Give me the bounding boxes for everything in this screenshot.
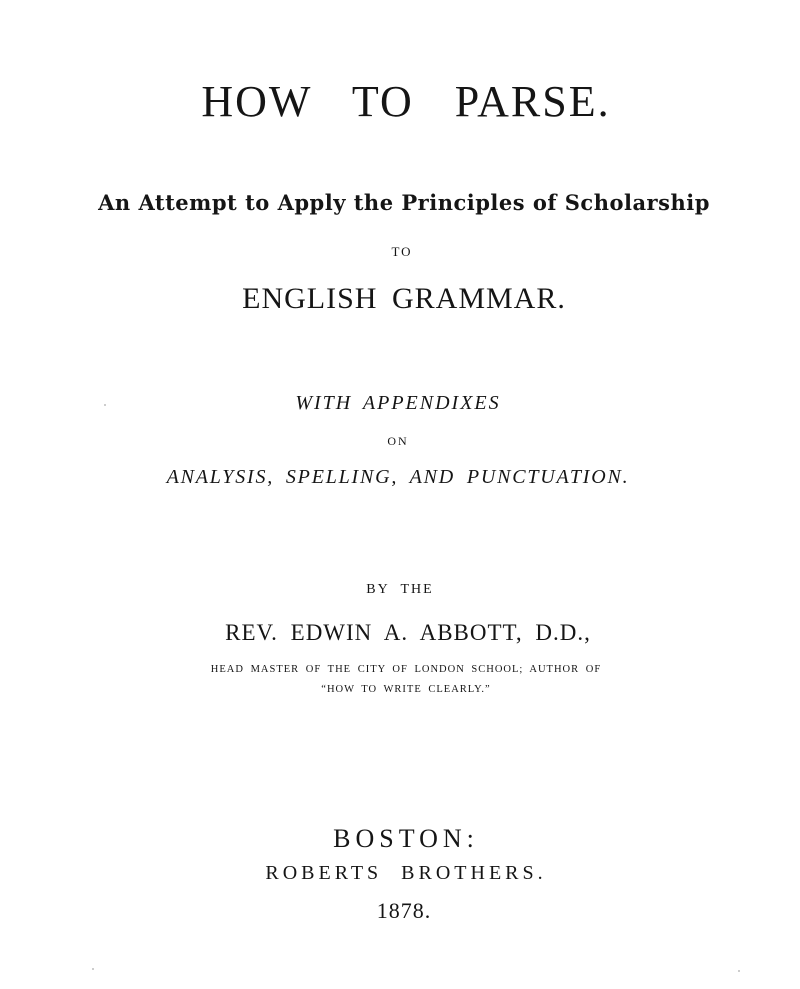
by-the-label: BY THE: [366, 582, 434, 597]
paper-speck: [738, 970, 740, 972]
appendixes-heading: WITH APPENDIXES: [295, 392, 501, 414]
appendix-topics: ANALYSIS, SPELLING, AND PUNCTUATION.: [166, 466, 630, 488]
publication-year: 1878.: [376, 898, 432, 923]
paper-speck: [104, 404, 106, 406]
connector-on: ON: [387, 434, 409, 448]
publisher-name: ROBERTS BROTHERS.: [265, 862, 547, 884]
book-subject: ENGLISH GRAMMAR.: [242, 282, 566, 315]
author-credential-line-2: “HOW TO WRITE CLEARLY.”: [321, 684, 491, 695]
book-subtitle: An Attempt to Apply the Principles of Scholarship: [98, 190, 710, 215]
book-title: HOW TO PARSE.: [201, 77, 611, 126]
connector-to: TO: [391, 244, 413, 259]
author-name: REV. EDWIN A. ABBOTT, D.D.,: [225, 620, 591, 645]
paper-speck: [92, 968, 94, 970]
author-credential-line-1: HEAD MASTER OF THE CITY OF LONDON SCHOOL; AUTHOR OF: [210, 664, 602, 675]
publication-place: BOSTON:: [333, 824, 479, 853]
